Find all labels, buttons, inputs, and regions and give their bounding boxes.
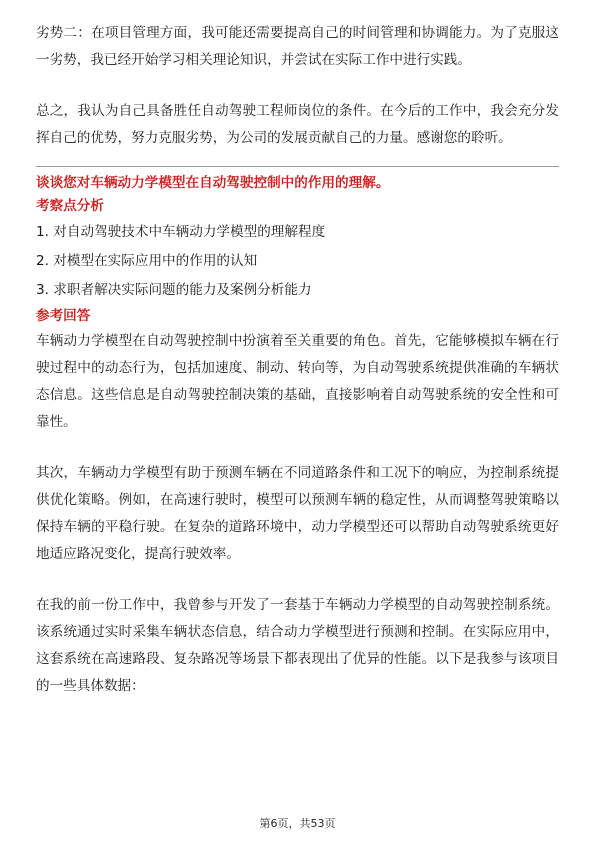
answer-paragraph-3: 在我的前一份工作中，我曾参与开发了一套基于车辆动力学模型的自动驾驶控制系统。该系统通过实时采集车辆状态信息，结合动力学模型进行预测和控制。在实际应用中，这套系统在高速路段、复杂路况等场景下都表现出了优异的性能。以下是我参与该项目的一些具体数据： bbox=[36, 597, 559, 694]
section-divider bbox=[36, 166, 559, 167]
paragraph-conclusion: 总之，我认为自己具备胜任自动驾驶工程师岗位的条件。在今后的工作中，我会充分发挥自己的优势，努力克服劣势，为公司的发展贡献自己的力量。感谢您的聆听。 bbox=[36, 103, 559, 146]
answer-heading: 参考回答 bbox=[36, 308, 91, 324]
page-number-footer: 第6页，共53页 bbox=[259, 817, 336, 830]
analysis-item: 2. 对模型在实际应用中的作用的认知 bbox=[36, 253, 258, 269]
paragraph-weakness-two: 劣势二：在项目管理方面，我可能还需要提高自己的时间管理和协调能力。为了克服这一劣势，我已经开始学习相关理论知识，并尝试在实际工作中进行实践。 bbox=[36, 25, 559, 68]
paragraph-gap bbox=[36, 74, 559, 98]
paragraph-gap bbox=[36, 568, 559, 592]
paragraph-gap bbox=[36, 436, 559, 460]
analysis-item: 1. 对自动驾驶技术中车辆动力学模型的理解程度 bbox=[36, 224, 326, 240]
document-page bbox=[36, 20, 559, 700]
analysis-list bbox=[36, 218, 559, 305]
question-title: 谈谈您对车辆动力学模型在自动驾驶控制中的作用的理解。 bbox=[36, 175, 390, 191]
analysis-item: 3. 求职者解决实际问题的能力及案例分析能力 bbox=[36, 282, 312, 298]
answer-paragraph-2: 其次，车辆动力学模型有助于预测车辆在不同道路条件和工况下的响应，为控制系统提供优化策略。例如，在高速行驶时，模型可以预测车辆的稳定性，从而调整驾驶策略以保持车辆的平稳行驶。在复杂的道路环境中，动力学模型还可以帮助自动驾驶系统更好地适应路况变化，提高行驶效率。 bbox=[36, 465, 559, 562]
analysis-heading: 考察点分析 bbox=[36, 198, 104, 214]
answer-paragraph-1: 车辆动力学模型在自动驾驶控制中扮演着至关重要的角色。首先，它能够模拟车辆在行驶过程中的动态行为，包括加速度、制动、转向等，为自动驾驶系统提供准确的车辆状态信息。这些信息是自动驾驶控制决策的基础，直接影响着自动驾驶系统的安全性和可靠性。 bbox=[36, 333, 559, 430]
